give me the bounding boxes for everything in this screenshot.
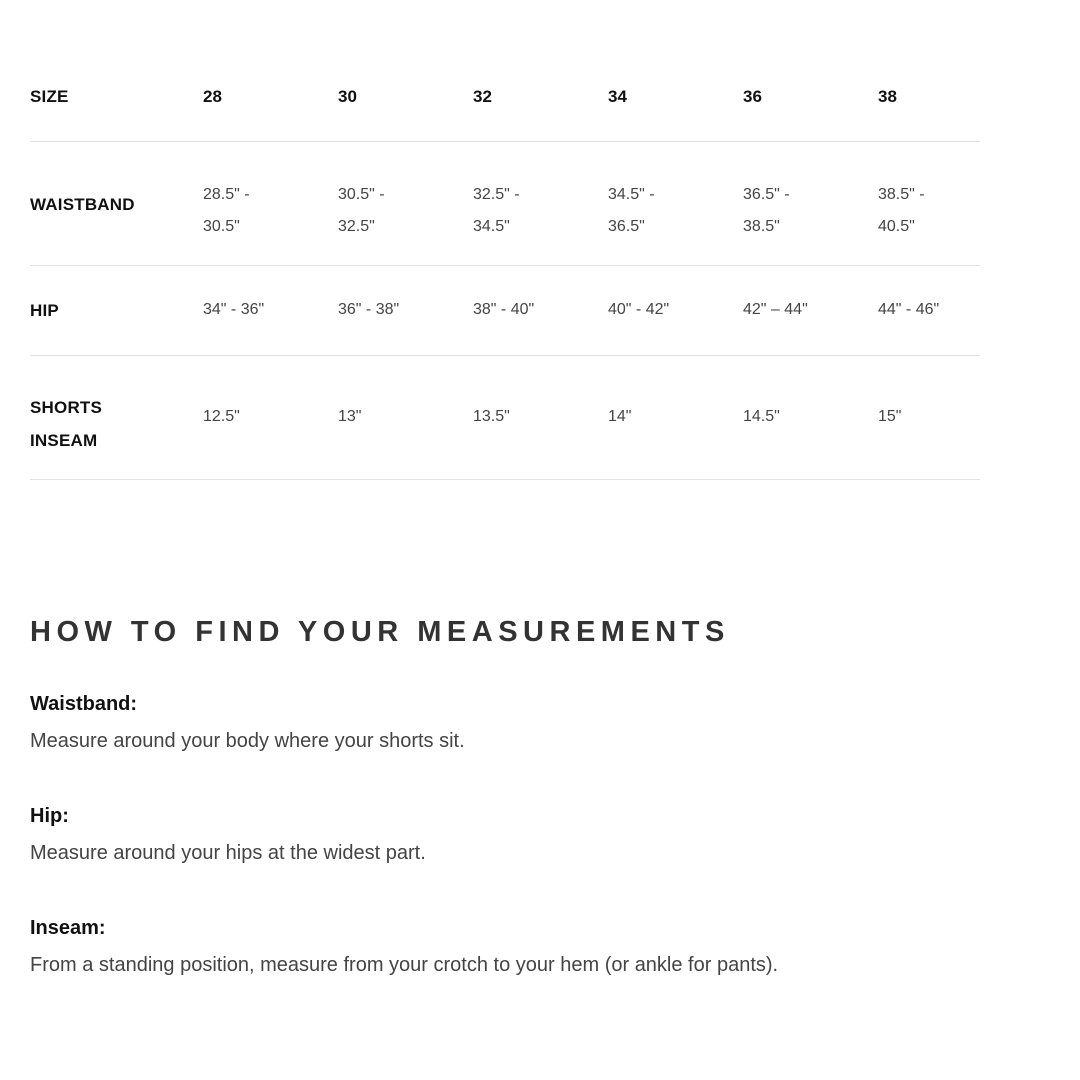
size-column-header: 32 [473,87,492,106]
guide-description: Measure around your hips at the widest part. [30,842,426,864]
size-header-row [30,60,980,142]
waistband-row-label: WAISTBAND [30,195,135,214]
waistband-range-end: 40.5" [878,218,915,235]
guide-item-inseam [30,915,778,978]
size-column-header: 34 [608,87,627,106]
waistband-range-start: 30.5" - [338,186,385,203]
hip-cell: 38" - 40" [473,301,535,318]
size-column-header: 28 [203,87,222,106]
label-line: INSEAM [30,431,98,450]
guide-item-hip [30,803,426,866]
waistband-cell [878,179,925,243]
waistband-cell [608,179,655,243]
guide-term: Inseam: [30,917,106,939]
size-column-header: 36 [743,87,762,106]
waistband-cell [743,179,790,243]
guide-description: Measure around your body where your shorts sit. [30,730,465,752]
hip-cell: 44" - 46" [878,301,940,318]
guide-item-waistband [30,691,465,754]
waistband-range-end: 36.5" [608,218,645,235]
hip-cell: 40" - 42" [608,301,670,318]
guide-term: Waistband: [30,693,138,715]
waistband-row [30,142,980,266]
label-line: SHORTS [30,398,103,417]
shorts-inseam-row-label [30,391,102,457]
hip-cell: 34" - 36" [203,301,265,318]
waistband-range-start: 36.5" - [743,186,790,203]
guide-description: From a standing position, measure from your crotch to your hem (or ankle for pants). [30,954,779,976]
waistband-range-end: 32.5" [338,218,375,235]
hip-cell: 36" - 38" [338,301,400,318]
guide-term: Hip: [30,805,69,827]
size-column-header: 38 [878,87,897,106]
hip-cell: 42" – 44" [743,301,808,318]
inseam-cell: 14" [608,408,632,425]
waistband-range-end: 34.5" [473,218,510,235]
size-row-label: SIZE [30,87,69,106]
size-chart-table [30,60,980,480]
hip-row [30,266,980,356]
measurement-guide [30,614,1030,976]
guide-heading: HOW TO FIND YOUR MEASUREMENTS [30,616,730,648]
waistband-range-start: 28.5" - [203,186,250,203]
shorts-inseam-row [30,356,980,480]
waistband-range-start: 38.5" - [878,186,925,203]
size-column-header: 30 [338,87,357,106]
waistband-cell [473,179,520,243]
inseam-cell: 14.5" [743,408,780,425]
inseam-cell: 13.5" [473,408,510,425]
inseam-cell: 12.5" [203,408,240,425]
waistband-cell [203,179,250,243]
waistband-range-end: 30.5" [203,218,240,235]
waistband-range-start: 32.5" - [473,186,520,203]
inseam-cell: 13" [338,408,362,425]
waistband-cell [338,179,385,243]
waistband-range-start: 34.5" - [608,186,655,203]
inseam-cell: 15" [878,408,902,425]
hip-row-label: HIP [30,301,59,320]
waistband-range-end: 38.5" [743,218,780,235]
